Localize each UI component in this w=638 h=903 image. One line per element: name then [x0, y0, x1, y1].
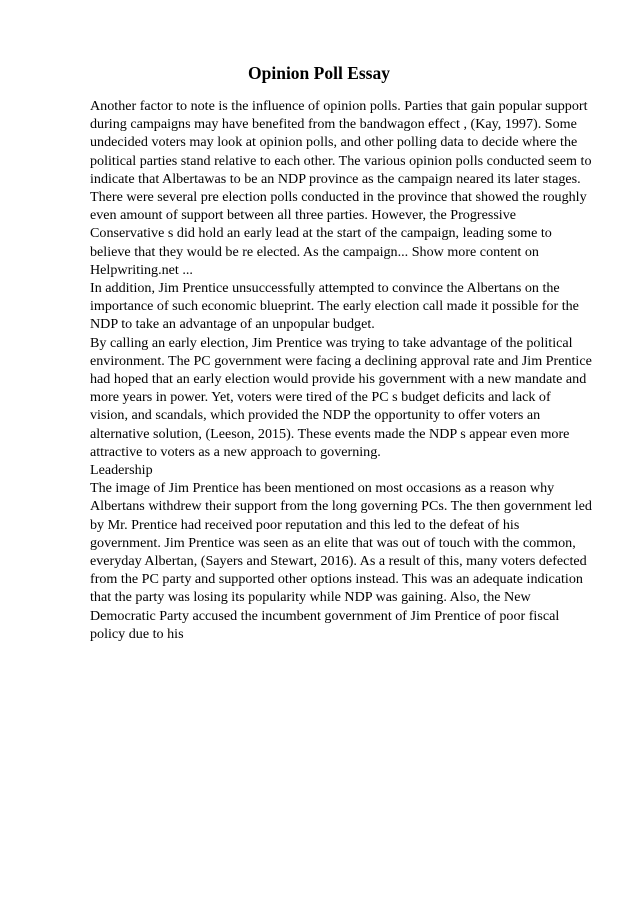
paragraph-early-election: By calling an early election, Jim Prentice was trying to take advantage of the political environment. The PC government were facing a declining approval rate and Jim Prentice had hoped that an early election would provide his government with a new mandate and more years in power. Yet, voters were tired of the PC s budget deficits and lack of vision, and scandals, which provided the NDP the opportunity to offer voters an alternative solution, (Leeson, 2015). These events made the NDP s appear even more attractive to voters as a new approach to governing. [90, 334, 592, 460]
paragraph-leadership: The image of Jim Prentice has been mentioned on most occasions as a reason why Albertans withdrew their support from the long governing PCs. The then government led by Mr. Prentice had received poor reputation and this led to the defeat of his government. Jim Prentice was seen as an elite that was out of touch with the common, everyday Albertan, (Sayers and Stewart, 2016). As a result of this, many voters defected from the PC party and supported other options instead. This was an adequate indication that the party was losing its popularity while NDP was gaining. Also, the New Democratic Party accused the incumbent government of Jim Prentice of poor fiscal policy due to his [90, 480, 592, 642]
section-heading-leadership: Leadership [90, 462, 153, 479]
document-body [90, 97, 592, 643]
paragraph-economic-blueprint: In addition, Jim Prentice unsuccessfully attempted to convince the Albertans on the importance of such economic blueprint. The early election call made it possible for the NDP to take an advantage of an unpopular budget. [90, 280, 579, 333]
paragraph-opinion-polls: Another factor to note is the influence of opinion polls. Parties that gain popular support during campaigns may have benefited from the bandwagon effect , (Kay, 1997). Some undecided voters may look at opinion polls, and other polling data to decide where the political parties stand relative to each other. The various opinion polls conducted seem to indicate that Albertawas to be an NDP province as the campaign neared its later stages. There were several pre election polls conducted in the province that showed the roughly even amount of support between all three parties. However, the Progressive Conservative s did hold an early lead at the start of the campaign, leading some to believe that they would be re elected. As the campaign... Show more content on Helpwriting.net ... [90, 98, 592, 278]
document-title: Opinion Poll Essay [248, 63, 390, 83]
